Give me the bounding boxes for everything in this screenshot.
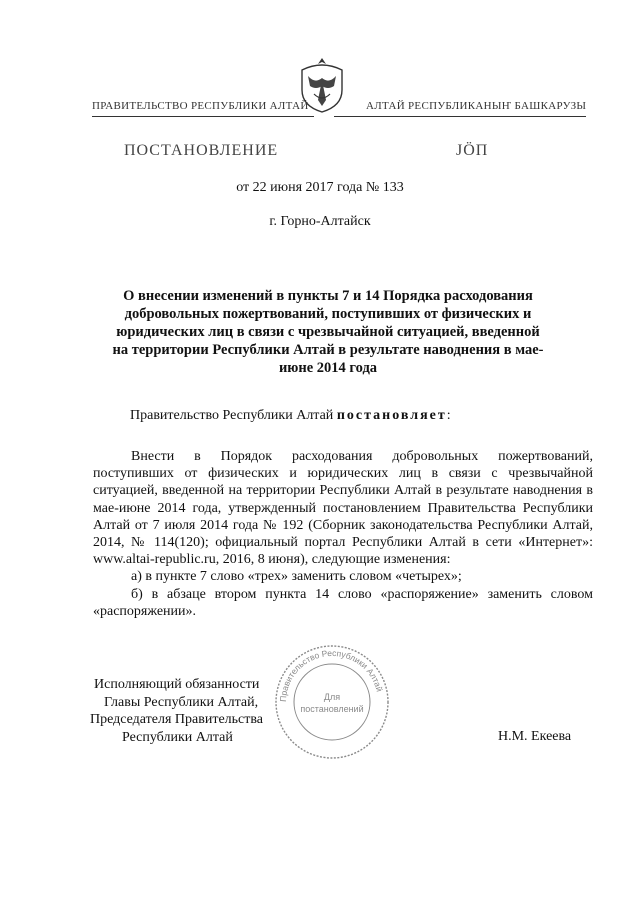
stamp-center-line: Для (323, 692, 341, 702)
preamble (130, 408, 451, 424)
org-name-altai: АЛТАЙ РЕСПУБЛИКАНЫҤ БАШКАРУЗЫ (366, 100, 587, 112)
signatory-title (90, 676, 263, 746)
signatory-line: Исполняющий обязанности (94, 677, 260, 692)
preamble-verb: постановляет (336, 408, 447, 423)
document-date-number: от 22 июня 2017 года № 133 (236, 180, 404, 195)
signatory-line: Председателя Правительства (90, 712, 264, 727)
header-rule-right (334, 116, 586, 117)
stamp-center-line: постановлений (300, 704, 364, 714)
signatory-line: Республики Алтай (122, 729, 233, 745)
preamble-subject: Правительство Республики Алтай (130, 408, 334, 423)
body-paragraph: Внести в Порядок расходования добровольных пожертвований, поступивших от физических и юридических лиц в связи с чрезвычайной ситуацией, введенной на территории Республики Алтай в результате наводнения в мае-июне 2014 года, утвержденный постановлением Правительства Республики Алтай от 7 июля 2014 года № 192 (Сборник законодательства Республики Алтай, 2014, № 114(120); официальный портал Республики Алтай в сети «Интернет»: www.altai-republic.ru, 2016, 8 июня), следующие изменения: (93, 449, 593, 568)
body-item-b: б) в абзаце втором пункта 14 слово «распоряжение» заменить словом «распоряжении». (93, 586, 593, 619)
document-type-russian: ПОСТАНОВЛЕНИЕ (124, 142, 279, 159)
document-title: О внесении изменений в пункты 7 и 14 Порядка расходования добровольных пожертвований, поступивших от физических и юридических лиц в связи с чрезвычайной ситуацией, введенной на территории Республики Алтай в результате наводнения в мае-июне 2014 года (112, 288, 544, 376)
header-rule-left (92, 116, 314, 117)
document-city: г. Горно-Алтайск (269, 214, 371, 229)
official-stamp (272, 642, 392, 762)
signatory-name: Н.М. Екеева (498, 729, 572, 744)
signatory-line: Главы Республики Алтай, (104, 694, 259, 710)
body-item-a: а) в пункте 7 слово «трех» заменить словом «четырех»; (131, 569, 462, 585)
org-name-russian: ПРАВИТЕЛЬСТВО РЕСПУБЛИКИ АЛТАЙ (92, 100, 309, 112)
stamp-ring-text: Правительство Республики Алтай (277, 647, 385, 703)
document-type-altai: JÖП (456, 142, 489, 159)
preamble-suffix: : (446, 408, 451, 423)
document-body (93, 448, 593, 620)
